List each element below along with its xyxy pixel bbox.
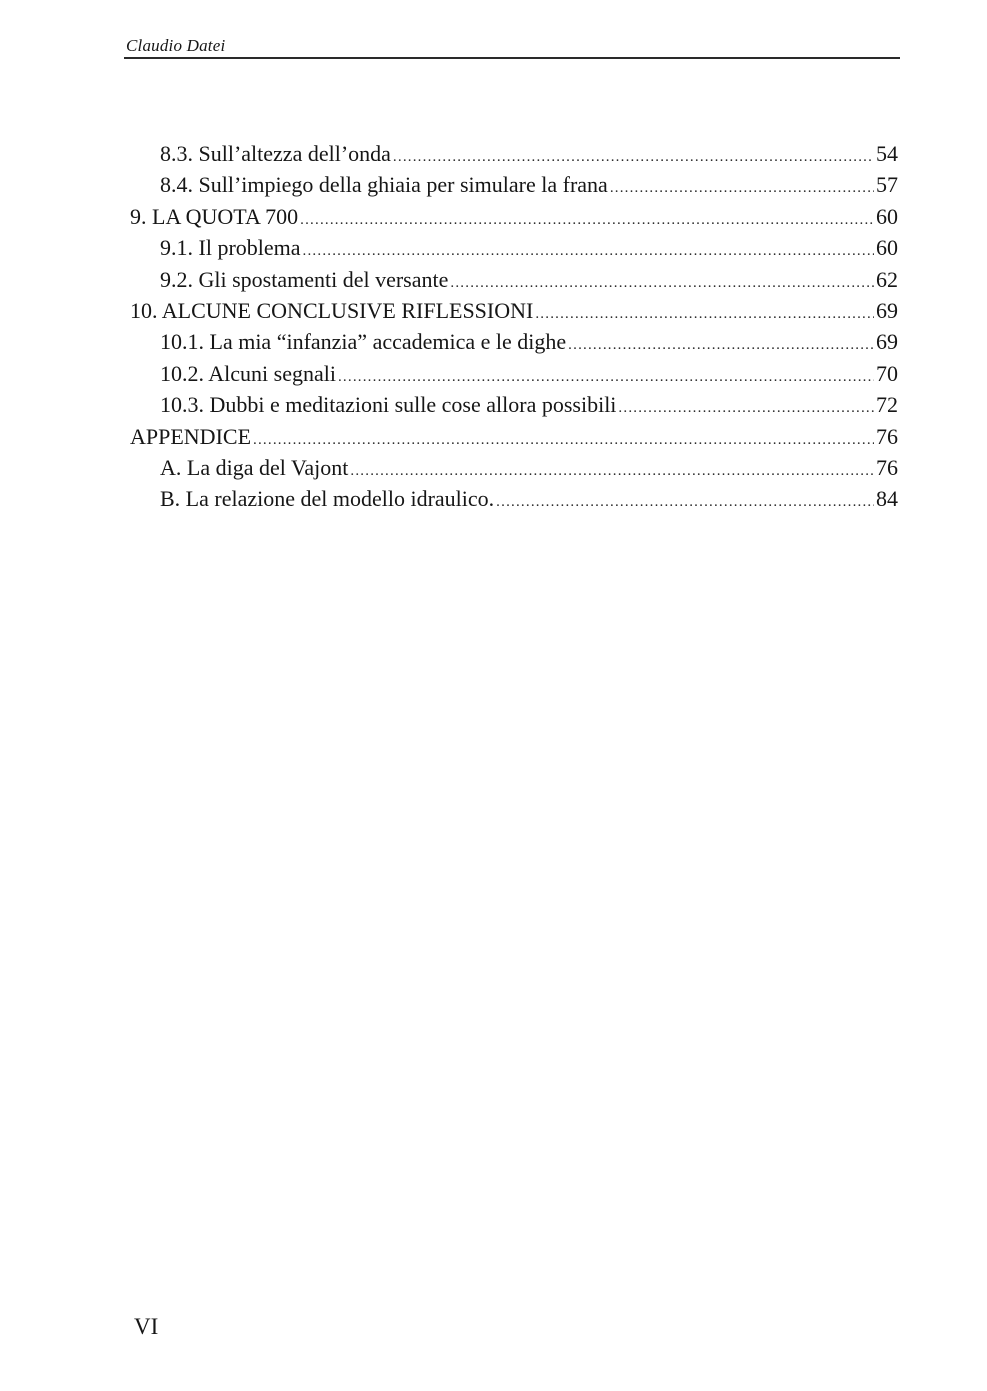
toc-entry-page: 76 [876,423,898,449]
toc-entry-title: 9.1. Il problema [160,235,301,261]
toc-entry-title: 10.2. Alcuni segnali [160,360,336,386]
toc-entry-title: 8.4. Sull’impiego della ghiaia per simulare la frana [160,172,608,198]
toc-entry-page: 76 [876,454,898,480]
toc-entry-page: 72 [876,392,898,418]
running-head-author: Claudio Datei [126,36,226,55]
toc-entry [130,295,898,326]
toc-entry [130,389,898,420]
toc-entry-title: 9. LA QUOTA 700 [130,203,299,229]
toc-entry-title: 9.2. Gli spostamenti del versante [160,266,449,292]
dot-leader [618,393,874,424]
header-rule [124,57,900,59]
toc-entry-page: 62 [876,266,898,292]
toc-entry [130,483,898,514]
toc-entry-title: A. La diga del Vajont [160,454,349,480]
page-number: VI [134,1314,159,1339]
toc-entry-page: 69 [876,329,898,355]
toc-entry [130,421,898,452]
dot-leader [496,487,874,518]
toc-entry-page: 84 [876,486,898,512]
toc-entry-page: 69 [876,297,898,323]
toc-entry-title: APPENDICE [130,423,252,449]
toc-entry-page: 70 [876,360,898,386]
toc-entry [130,169,898,200]
dot-leader [568,330,874,361]
toc-entry-page: 57 [876,172,898,198]
toc-entry [130,326,898,357]
toc-entry [130,232,898,263]
dot-leader [610,173,874,204]
toc-entry [130,452,898,483]
toc-entry-title: 10.3. Dubbi e meditazioni sulle cose allora possibili [160,392,617,418]
toc-entry [130,201,898,232]
toc-entry-page: 54 [876,141,898,166]
toc-entry [130,138,898,169]
dot-leader [300,205,874,236]
toc-entry [130,264,898,295]
toc-entry-page: 60 [876,235,898,261]
toc-entry [130,358,898,389]
table-of-contents [130,138,898,515]
dot-leader [535,299,874,330]
toc-entry-title: 8.3. Sull’altezza dell’onda [160,141,391,166]
toc-entry-title: 10.1. La mia “infanzia” accademica e le dighe [160,329,567,355]
toc-entry-title: B. La relazione del modello idraulico. [160,486,495,512]
toc-entry-page: 60 [876,203,898,229]
toc-entry-title: 10. ALCUNE CONCLUSIVE RIFLESSIONI [130,297,534,323]
